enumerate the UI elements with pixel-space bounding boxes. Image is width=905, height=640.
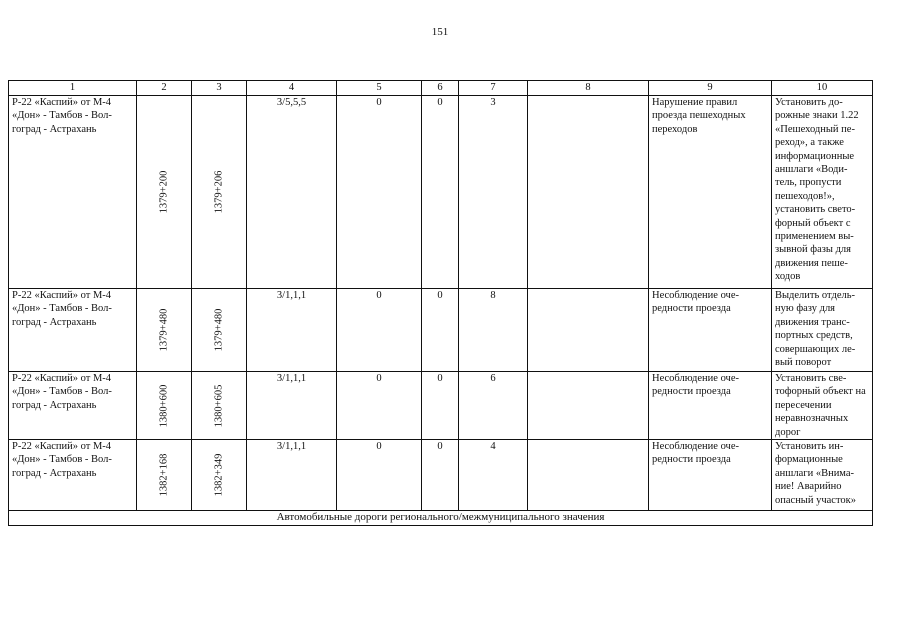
col6-cell: 0 bbox=[422, 372, 459, 440]
col7-cell: 8 bbox=[459, 289, 528, 372]
section-title: Автомобильные дороги регионального/межмуниципального значения bbox=[9, 511, 873, 526]
col8-cell bbox=[528, 440, 649, 511]
km-start-value: 1382+168 bbox=[158, 453, 170, 497]
measures-cell: Установить ин-формационные аншлаги «Внима-ние! Аварийно опасный участок» bbox=[772, 440, 873, 511]
violation-cell: Несоблюдение оче-редности проезда bbox=[649, 440, 772, 511]
km-end-value: 1382+349 bbox=[213, 453, 225, 497]
km-end-cell bbox=[192, 372, 247, 440]
km-end-value: 1379+480 bbox=[213, 308, 225, 352]
col5-cell: 0 bbox=[337, 96, 422, 289]
measures-cell: Выделить отдель-ную фазу для движения транс-портных средств, совершающих ле-вый поворот bbox=[772, 289, 873, 372]
measures-cell: Установить све-тофорный объект на пересечении неравнозначных дорог bbox=[772, 372, 873, 440]
column-header: 1 bbox=[9, 81, 137, 96]
km-start-value: 1380+600 bbox=[158, 384, 170, 427]
km-start-value: 1379+480 bbox=[158, 308, 170, 352]
column-header: 7 bbox=[459, 81, 528, 96]
col5-cell: 0 bbox=[337, 372, 422, 440]
column-number-row bbox=[9, 81, 873, 96]
col8-cell bbox=[528, 372, 649, 440]
km-end-value: 1379+206 bbox=[213, 170, 225, 214]
column-header: 5 bbox=[337, 81, 422, 96]
col5-cell: 0 bbox=[337, 440, 422, 511]
column-header: 3 bbox=[192, 81, 247, 96]
table-row bbox=[9, 289, 873, 372]
table-row bbox=[9, 372, 873, 440]
page-number: 151 bbox=[431, 26, 449, 38]
col7-cell: 3 bbox=[459, 96, 528, 289]
km-end-cell bbox=[192, 96, 247, 289]
km-end-value: 1380+605 bbox=[213, 384, 225, 427]
road-name-cell: Р-22 «Каспий» от М-4 «Дон» - Тамбов - Вол-гоград - Астрахань bbox=[9, 440, 137, 511]
column-header: 4 bbox=[247, 81, 337, 96]
km-end-cell bbox=[192, 440, 247, 511]
violation-cell: Несоблюдение оче-редности проезда bbox=[649, 372, 772, 440]
section-footer-row bbox=[9, 511, 873, 526]
violation-cell: Нарушение правил проезда пешеходных переходов bbox=[649, 96, 772, 289]
col6-cell: 0 bbox=[422, 96, 459, 289]
col6-cell: 0 bbox=[422, 289, 459, 372]
column-header: 10 bbox=[772, 81, 873, 96]
col7-cell: 4 bbox=[459, 440, 528, 511]
km-start-cell bbox=[137, 96, 192, 289]
km-end-cell bbox=[192, 289, 247, 372]
column-header: 8 bbox=[528, 81, 649, 96]
km-start-value: 1379+200 bbox=[158, 170, 170, 214]
km-start-cell bbox=[137, 289, 192, 372]
col8-cell bbox=[528, 289, 649, 372]
km-start-cell bbox=[137, 372, 192, 440]
col7-cell: 6 bbox=[459, 372, 528, 440]
table-row bbox=[9, 440, 873, 511]
accidents-cell: 3/5,5,5 bbox=[247, 96, 337, 289]
col6-cell: 0 bbox=[422, 440, 459, 511]
table-row bbox=[9, 96, 873, 289]
accidents-cell: 3/1,1,1 bbox=[247, 372, 337, 440]
col5-cell: 0 bbox=[337, 289, 422, 372]
accidents-cell: 3/1,1,1 bbox=[247, 440, 337, 511]
column-header: 9 bbox=[649, 81, 772, 96]
road-name-cell: Р-22 «Каспий» от М-4 «Дон» - Тамбов - Вол-гоград - Астрахань bbox=[9, 289, 137, 372]
column-header: 2 bbox=[137, 81, 192, 96]
violation-cell: Несоблюдение оче-редности проезда bbox=[649, 289, 772, 372]
accident-sites-table bbox=[8, 80, 873, 526]
accidents-cell: 3/1,1,1 bbox=[247, 289, 337, 372]
road-name-cell: Р-22 «Каспий» от М-4 «Дон» - Тамбов - Вол-гоград - Астрахань bbox=[9, 372, 137, 440]
measures-cell: Установить до-рожные знаки 1.22 «Пешеходный пе-реход», а также информационные аншлаги «Води-тель, пропусти пешеходов!», установить свето-форный объект с применением вы-зывной фазы для движения пеше-ходов bbox=[772, 96, 873, 289]
road-name-cell: Р-22 «Каспий» от М-4 «Дон» - Тамбов - Вол-гоград - Астрахань bbox=[9, 96, 137, 289]
column-header: 6 bbox=[422, 81, 459, 96]
col8-cell bbox=[528, 96, 649, 289]
km-start-cell bbox=[137, 440, 192, 511]
